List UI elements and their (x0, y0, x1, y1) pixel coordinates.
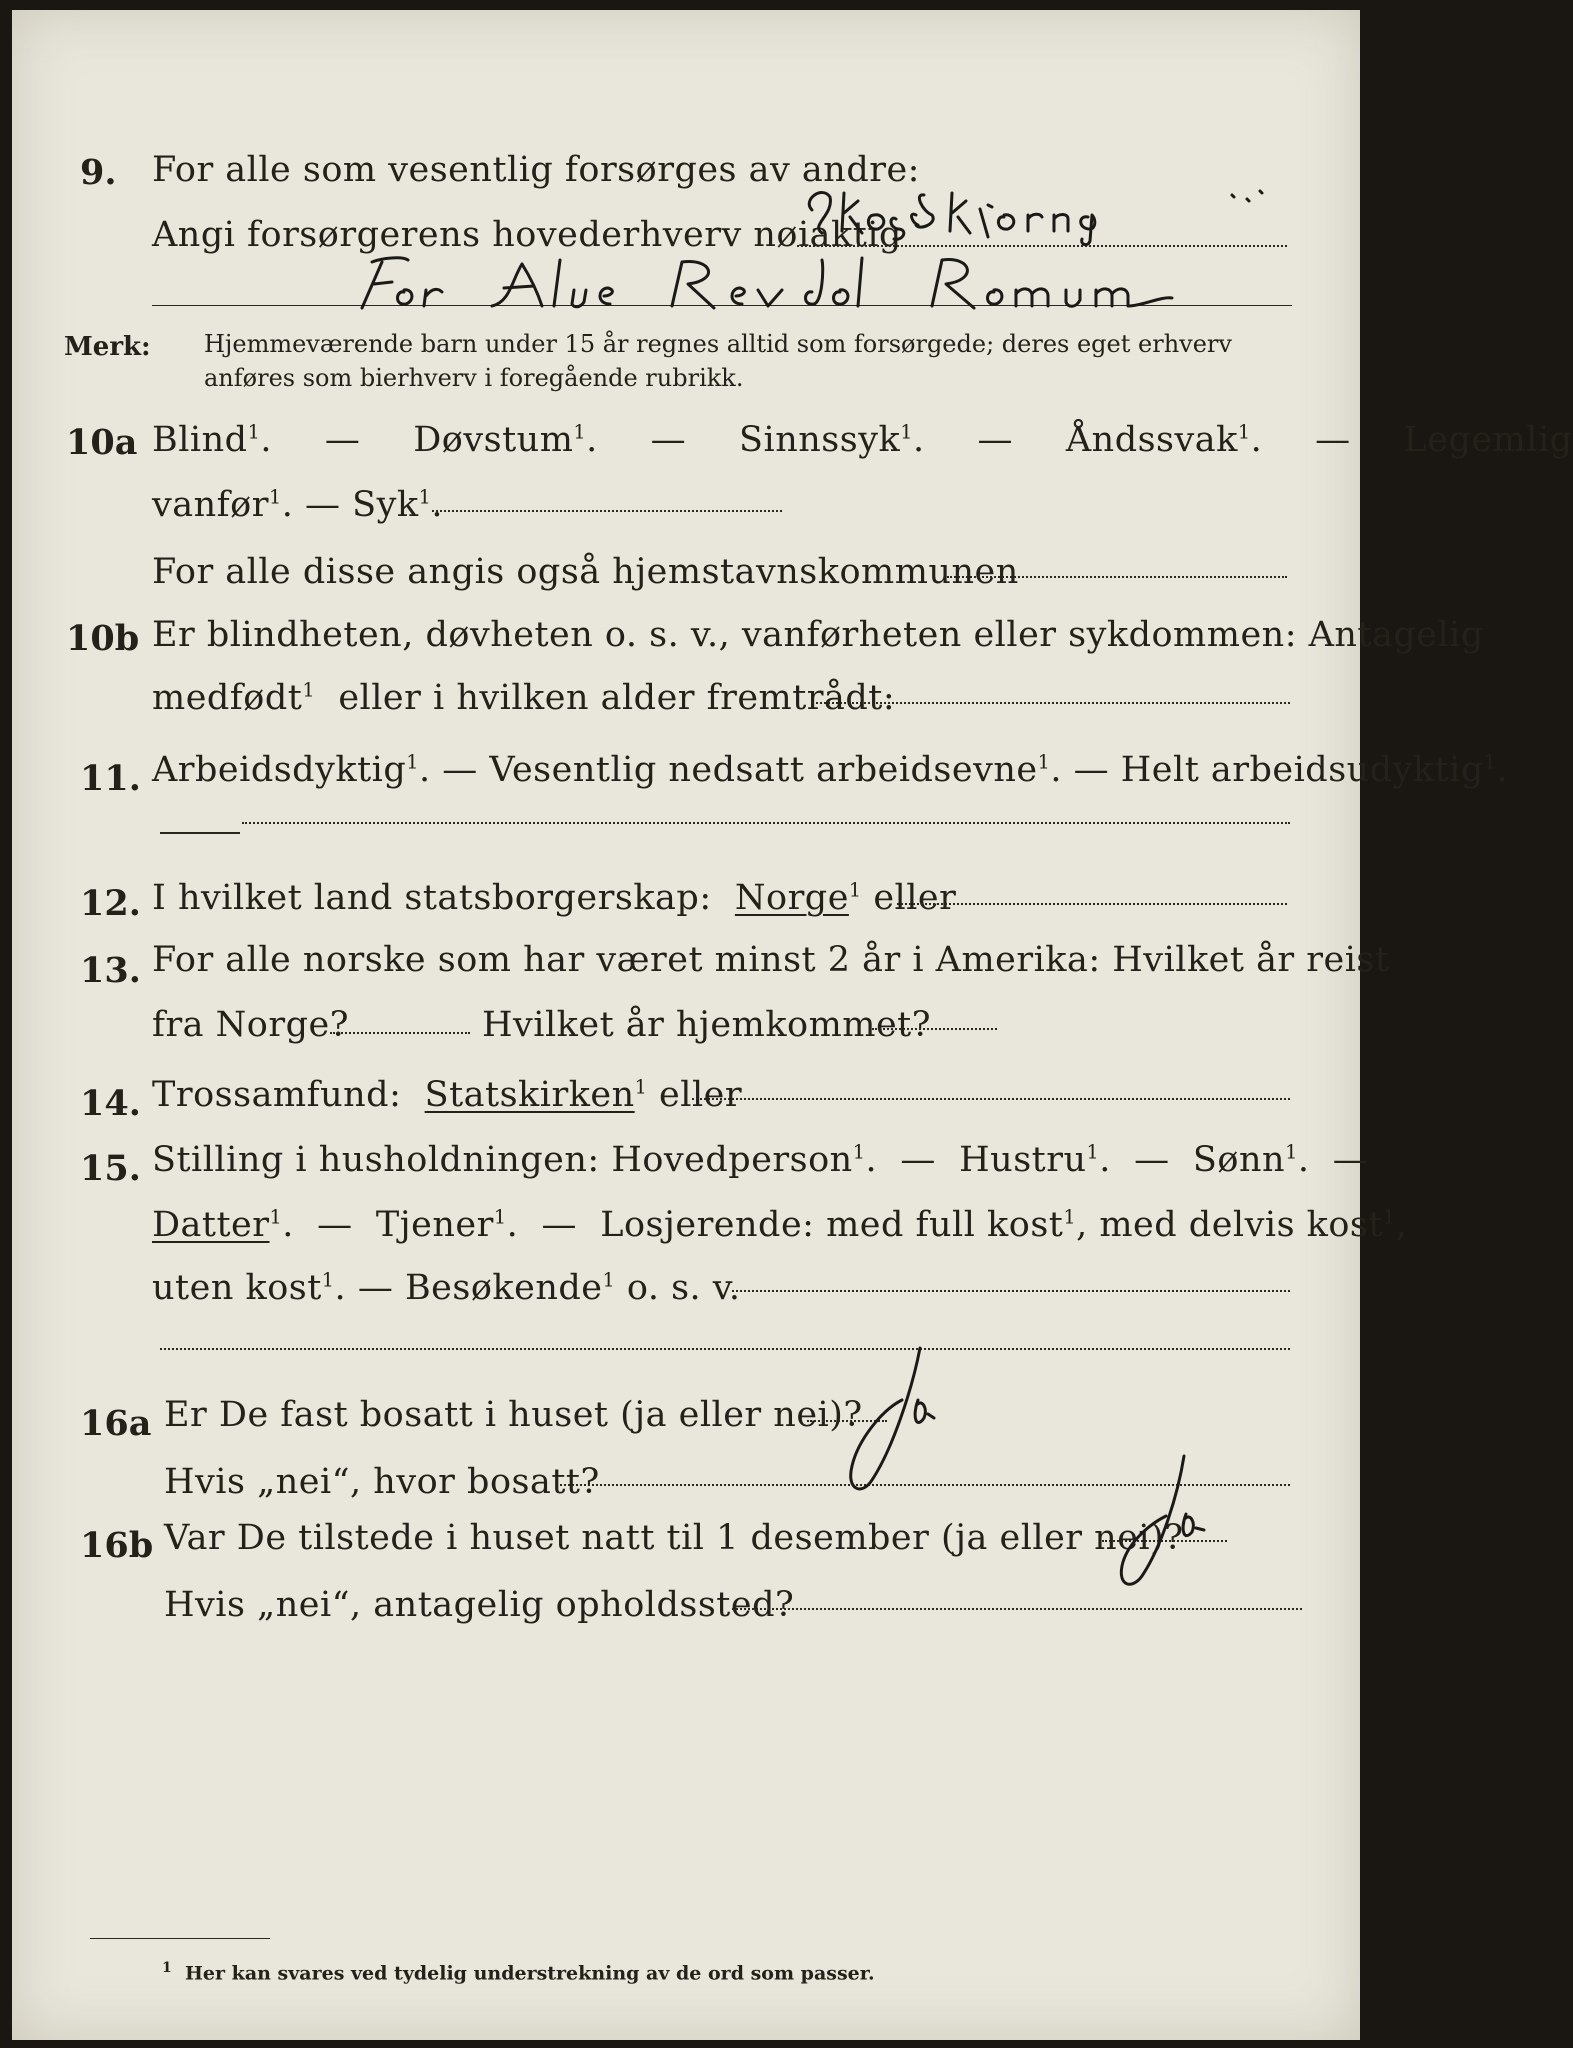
q13-fra-line (330, 1032, 470, 1034)
q13-fra-norge: fra Norge? (152, 1005, 349, 1045)
option-statskirken: Statskirken (424, 1075, 635, 1115)
option-medfodt: medfødt (152, 678, 303, 718)
option-tjener: Tjener (375, 1205, 494, 1245)
q10b-answer-line (812, 702, 1290, 704)
q12-answer-line (897, 903, 1287, 905)
q10a-line1: Blind$^1$. — Døvstum$^1$. — Sinnssyk$^1$. — Åndssvak$^1$. — Legemlig (152, 420, 1573, 460)
option-datter: Datter (152, 1205, 270, 1245)
handwriting-q9-provider (342, 250, 1292, 320)
q10b-line2: medfødt$^1$ eller i hvilken alder fremtrådt: (152, 678, 896, 718)
option-besokende: Besøkende (404, 1268, 603, 1308)
q13-hjem-line (872, 1028, 997, 1030)
option-norge: Norge (734, 878, 849, 918)
q10a-kommune-line (947, 576, 1287, 578)
option-arbeidsdyktig: Arbeidsdyktig (152, 750, 407, 790)
q14-number: 14. (80, 1083, 141, 1124)
q10b-number: 10b (66, 618, 140, 659)
merk-line1: Hjemmeværende barn under 15 år regnes alltid som forsørgede; deres eget erhverv (204, 330, 1232, 358)
option-andssvak: Åndssvak (1065, 420, 1238, 460)
q16b-line2: Hvis „nei“, antagelig opholdssted? (164, 1585, 795, 1625)
option-uten-kost: uten kost (152, 1268, 322, 1308)
q16b-line1: Var De tilstede i huset natt til 1 desember (ja eller nei)? (164, 1518, 1184, 1558)
q13-line1: For alle norske som har været minst 2 år i Amerika: Hvilket år reist (152, 940, 1390, 980)
q16b-opholdssted-line (732, 1608, 1302, 1610)
footnote (162, 1960, 875, 1984)
q16a-number: 16a (80, 1403, 152, 1444)
q14-answer-line (692, 1098, 1290, 1100)
q11-number: 11. (80, 758, 141, 799)
q15-line2: Datter$^1$. — Tjener$^1$. — Losjerende: med full kost$^1$, med delvis kost$^1$, (152, 1205, 1408, 1245)
q11-answer-line (242, 822, 1290, 824)
q14-line: Trossamfund: Statskirken$^1$ eller (152, 1075, 743, 1115)
q10a-line3: For alle disse angis også hjemstavnskommunen (152, 552, 1019, 592)
q15-line3: uten kost$^1$. — Besøkende$^1$ o. s. v. (152, 1268, 741, 1308)
q12-number: 12. (80, 883, 141, 924)
q9-line2: Angi forsørgerens hovederhverv nøiaktig (152, 215, 902, 255)
footnote-rule (90, 1938, 270, 1939)
footnote-mark: 1 (162, 1960, 172, 1976)
option-hustru: Hustru (959, 1140, 1087, 1180)
option-vanfor: vanfør (152, 485, 269, 525)
q10b-line1: Er blindheten, døvheten o. s. v., vanførheten eller sykdommen: Antagelig (152, 615, 1484, 655)
option-nedsatt: Vesentlig nedsatt arbeidsevne (489, 750, 1038, 790)
option-syk: Syk (352, 485, 419, 525)
q15-number: 15. (80, 1148, 141, 1189)
q10a-number: 10a (66, 422, 138, 463)
q11-short-rule (160, 832, 240, 834)
q11-line1: Arbeidsdyktig$^1$. — Vesentlig nedsatt arbeidsevne$^1$. — Helt arbeidsudyktig$^1$. (152, 750, 1509, 790)
handwriting-q9-occupation (792, 175, 1272, 245)
merk-line2: anføres som bierhverv i foregående rubrikk. (204, 364, 744, 392)
census-form-page (12, 10, 1573, 2040)
q13-number: 13. (80, 950, 141, 991)
q16a-line2: Hvis „nei“, hvor bosatt? (164, 1462, 600, 1502)
option-udyktig: Helt arbeidsudyktig (1120, 750, 1484, 790)
footnote-text: Her kan svares ved tydelig understrekning av de ord som passer. (184, 1962, 875, 1985)
option-blind: Blind (152, 420, 248, 460)
q10a-syk-line (432, 510, 782, 512)
q9-number: 9. (80, 152, 117, 193)
option-dovstum: Døvstum (413, 420, 574, 460)
q13-hjemkommet: Hvilket år hjemkommet? (482, 1005, 932, 1045)
q15-answer-line2 (160, 1348, 1290, 1350)
option-sonn: Sønn (1192, 1140, 1286, 1180)
q12-line: I hvilket land statsborgerskap: Norge$^1$ eller (152, 878, 957, 918)
handwriting-q16a-ja (822, 1340, 962, 1500)
merk-label: Merk: (64, 332, 151, 362)
q16b-number: 16b (80, 1525, 154, 1566)
option-sinnssyk: Sinnssyk (739, 420, 901, 460)
q9-answer-line (797, 245, 1287, 247)
option-legemlig: Legemlig (1403, 420, 1573, 460)
handwriting-q16b-ja (1082, 1450, 1232, 1600)
q9-line1: For alle som vesentlig forsørges av andre: (152, 150, 920, 190)
q15-answer-line (732, 1290, 1290, 1292)
q10a-line2: vanfør$^1$. — Syk$^1$. (152, 485, 443, 525)
q16a-line1: Er De fast bosatt i huset (ja eller nei)? (164, 1395, 863, 1435)
q15-line1: Stilling i husholdningen: Hovedperson$^1$. — Hustru$^1$. — Sønn$^1$. — (152, 1140, 1369, 1180)
